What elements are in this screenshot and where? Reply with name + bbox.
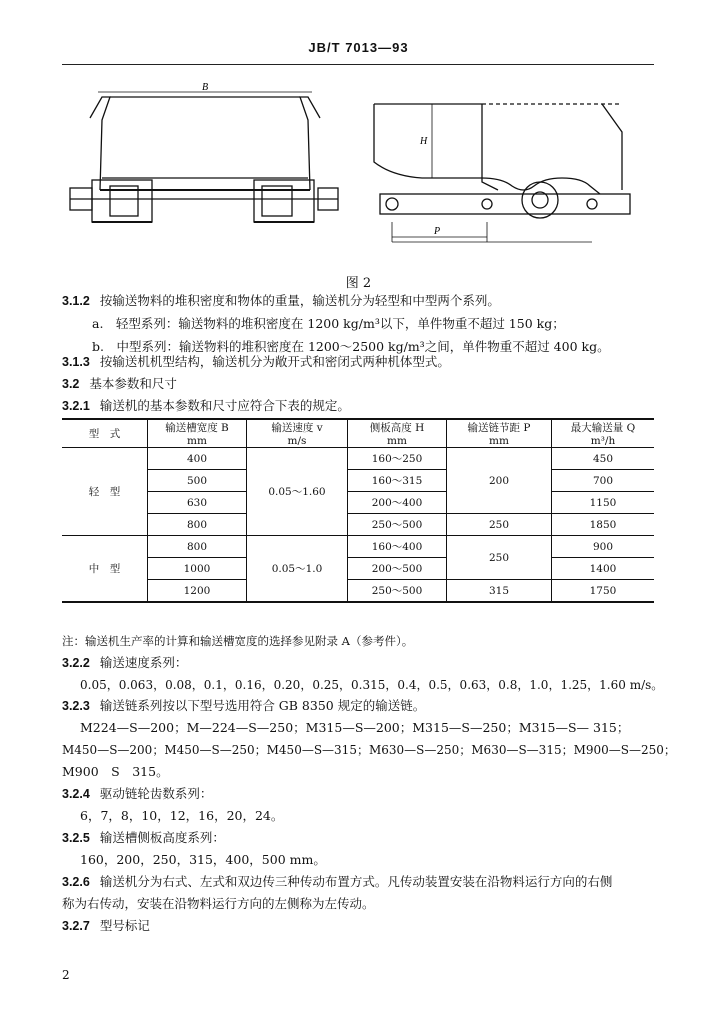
cell-capacity: 1750 [552,580,655,603]
cell-width: 800 [148,536,247,558]
section-number: 3.2.7 [62,919,90,933]
section-number: 3.2.2 [62,656,90,670]
speed-light: 0.05～1.60 [247,448,348,536]
figure-2-drawing [62,82,652,262]
cell-height: 250～500 [348,580,447,603]
section-number: 3.1.3 [62,355,90,369]
pitch-medium-a: 250 [447,536,552,580]
figure-label-h: H [420,136,428,147]
section-number: 3.1.2 [62,294,90,308]
cell-capacity: 1150 [552,492,655,514]
section-number: 3.2 [62,377,80,391]
cell-height: 250～500 [348,514,447,536]
cell-height: 160～400 [348,536,447,558]
cell-height: 200～400 [348,492,447,514]
chain-models-line-2: M450—S—200；M450—S—250；M450—S—315；M630—S—250；M630—S—315；M900—S—250； [62,743,676,757]
header-capacity: 最大输送量 Q m³/h [552,419,655,448]
section-3-1-2 [62,293,500,309]
section-number: 3.2.5 [62,831,90,845]
section-3-2-5 [62,830,225,846]
section-number: 3.2.4 [62,787,90,801]
cell-width: 1000 [148,558,247,580]
header-height: 侧板高度 H mm [348,419,447,448]
section-heading: 型号标记 [99,918,150,933]
section-3-2-6-continued: 称为右传动，安装在沿物料运行方向的左侧称为左传动。 [62,896,375,911]
paragraph-text: 输送速度系列： [99,655,188,670]
pitch-light-b: 250 [447,514,552,536]
table-row [62,536,654,558]
paragraph-text: 输送机的基本参数和尺寸应符合下表的规定。 [99,398,350,413]
paragraph-text: 输送链系列按以下型号选用符合 GB 8350 规定的输送链。 [99,698,426,713]
paragraph-text: 按输送机机型结构，输送机分为敞开式和密闭式两种机体型式。 [99,354,450,369]
section-3-2-3 [62,698,425,714]
section-3-1-2-a: a. 轻型系列：输送物料的堆积密度在 1200 kg/m³以下，单件物重不超过 150 kg； [92,316,565,331]
pitch-light-a: 200 [447,448,552,514]
cell-width: 500 [148,470,247,492]
cell-width: 630 [148,492,247,514]
table-row [62,514,654,536]
cell-width: 800 [148,514,247,536]
cell-capacity: 1400 [552,558,655,580]
figure-label-b: B [202,82,209,93]
speed-series-values: 0.05，0.063，0.08，0.1，0.16，0.20，0.25，0.315，0.4，0.5，0.63，0.8，1.0，1.25，1.60 m/s。 [80,678,664,692]
paragraph-text: 输送槽侧板高度系列： [99,830,225,845]
header-width: 输送槽宽度 B mm [148,419,247,448]
section-3-2-1 [62,398,350,414]
header-speed: 输送速度 v m/s [247,419,348,448]
cell-height: 200～500 [348,558,447,580]
page-number: 2 [62,968,70,982]
cell-capacity: 900 [552,536,655,558]
section-number: 3.2.1 [62,399,90,413]
type-light: 轻 型 [62,448,148,536]
chain-models-line-1: M224—S—200；M—224—S—250；M315—S—200；M315—S—250；M315—S— 315； [80,720,630,735]
pitch-medium-b: 315 [447,580,552,603]
cell-capacity: 700 [552,470,655,492]
side-plate-height-values: 160，200，250，315，400，500 mm。 [80,852,326,867]
chain-models-line-3: M900 S 315。 [62,764,169,779]
section-number: 3.2.3 [62,699,90,713]
header-type: 型 式 [62,419,148,448]
parameters-table [62,418,654,603]
type-medium: 中 型 [62,536,148,603]
section-3-2-7 [62,918,150,934]
section-3-1-3 [62,354,450,370]
cell-height: 160～250 [348,448,447,470]
table-row [62,470,654,492]
section-3-2-4 [62,786,212,802]
cell-capacity: 1850 [552,514,655,536]
header-pitch: 输送链节距 P mm [447,419,552,448]
header-rule [62,64,654,65]
table-row [62,580,654,603]
section-heading: 基本参数和尺寸 [89,376,177,391]
speed-medium: 0.05～1.0 [247,536,348,603]
sprocket-teeth-values: 6，7，8，10，12，16，20，24。 [80,808,284,823]
cell-capacity: 450 [552,448,655,470]
paragraph-text: 按输送物料的堆积密度和物体的重量，输送机分为轻型和中型两个系列。 [99,293,500,308]
table-row [62,558,654,580]
section-3-1-2-b: b. 中型系列：输送物料的堆积密度在 1200～2500 kg/m³之间，单件物重不超过 400 kg。 [92,339,610,354]
section-3-2-6 [62,874,612,890]
section-3-2 [62,376,177,392]
table-header-row [62,419,654,448]
figure-label-p: P [434,226,441,237]
table-note: 注：输送机生产率的计算和输送槽宽度的选择参见附录 A（参考件）。 [62,634,414,648]
paragraph-text: 驱动链轮齿数系列： [99,786,213,801]
cell-width: 400 [148,448,247,470]
cell-width: 1200 [148,580,247,603]
section-number: 3.2.6 [62,875,90,889]
figure-caption: 图 2 [345,276,372,291]
section-3-2-2 [62,655,187,671]
table-row [62,492,654,514]
paragraph-text: 输送机分为右式、左式和双边传三种传动布置方式。凡传动装置安装在沿物料运行方向的右侧 [99,874,613,889]
table-row [62,448,654,470]
page-header: JB/T 7013—93 [308,40,409,55]
cell-height: 160～315 [348,470,447,492]
